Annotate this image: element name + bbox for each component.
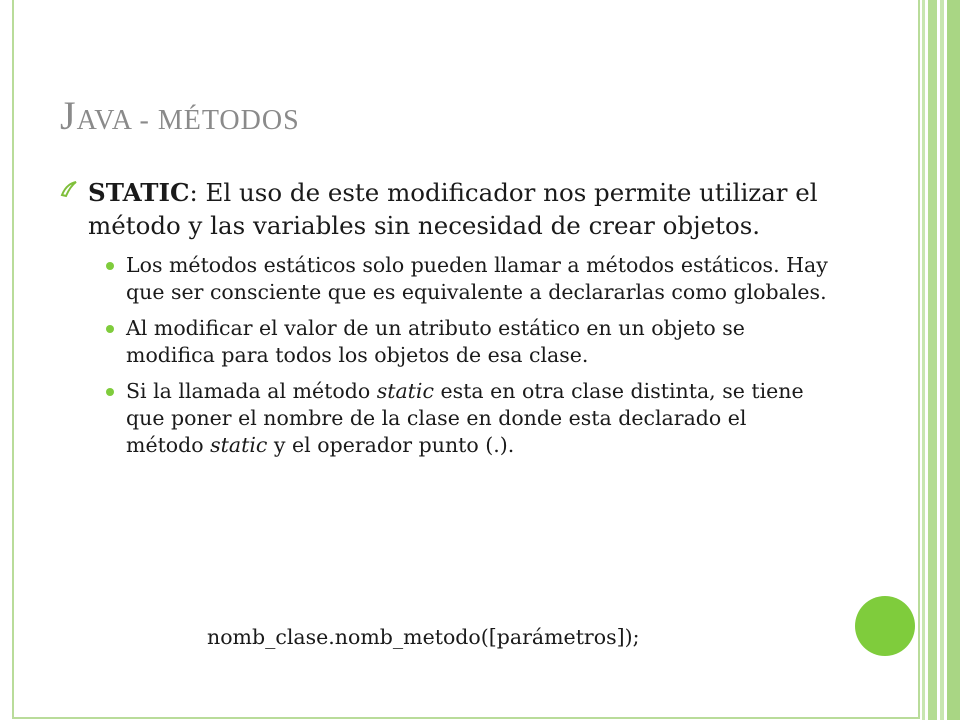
stripe bbox=[922, 0, 925, 720]
bullet-svg bbox=[60, 179, 78, 199]
stripe bbox=[928, 0, 937, 720]
sub-point-text: esta en otra clase distinta, se tiene que poner el nombre de la clase en donde esta declarado el método bbox=[126, 379, 804, 457]
decorative-circle bbox=[855, 596, 915, 656]
dot-icon bbox=[106, 388, 114, 396]
sub-bullet-point bbox=[60, 315, 830, 369]
static-italic: static bbox=[376, 379, 434, 403]
decorative-stripes bbox=[922, 0, 960, 720]
slide-title bbox=[60, 92, 300, 139]
sub-point-text: Los métodos estáticos solo pueden llamar a métodos estáticos. Hay que ser consciente que es equivalente a declararlas como globales. bbox=[126, 253, 828, 304]
stripe bbox=[947, 0, 960, 720]
title-initial: J bbox=[60, 93, 77, 138]
main-point-text: : El uso de este modificador nos permite utilizar el método y las variables sin necesidad de crear objetos. bbox=[88, 178, 818, 240]
sub-point-text: y el operador punto (.). bbox=[267, 433, 515, 457]
sub-bullet-point bbox=[60, 252, 830, 306]
code-example: nomb_clase.nomb_metodo([parámetros]); bbox=[207, 625, 640, 649]
static-keyword: STATIC bbox=[88, 178, 190, 207]
main-bullet-point bbox=[60, 176, 830, 242]
title-separator: - bbox=[131, 105, 158, 136]
bullet-icon bbox=[60, 179, 80, 199]
sub-point-text: Al modificar el valor de un atributo estático en un objeto se modifica para todos los objetos de esa clase. bbox=[126, 316, 745, 367]
title-rest: AVA bbox=[76, 105, 132, 136]
slide-content bbox=[60, 176, 830, 468]
dot-icon bbox=[106, 325, 114, 333]
stripe bbox=[940, 0, 944, 720]
title-word: MÉTODOS bbox=[157, 105, 300, 136]
dot-icon bbox=[106, 262, 114, 270]
sub-point-text: Si la llamada al método bbox=[126, 379, 377, 403]
static-italic: static bbox=[210, 433, 268, 457]
sub-bullet-point bbox=[60, 378, 830, 459]
